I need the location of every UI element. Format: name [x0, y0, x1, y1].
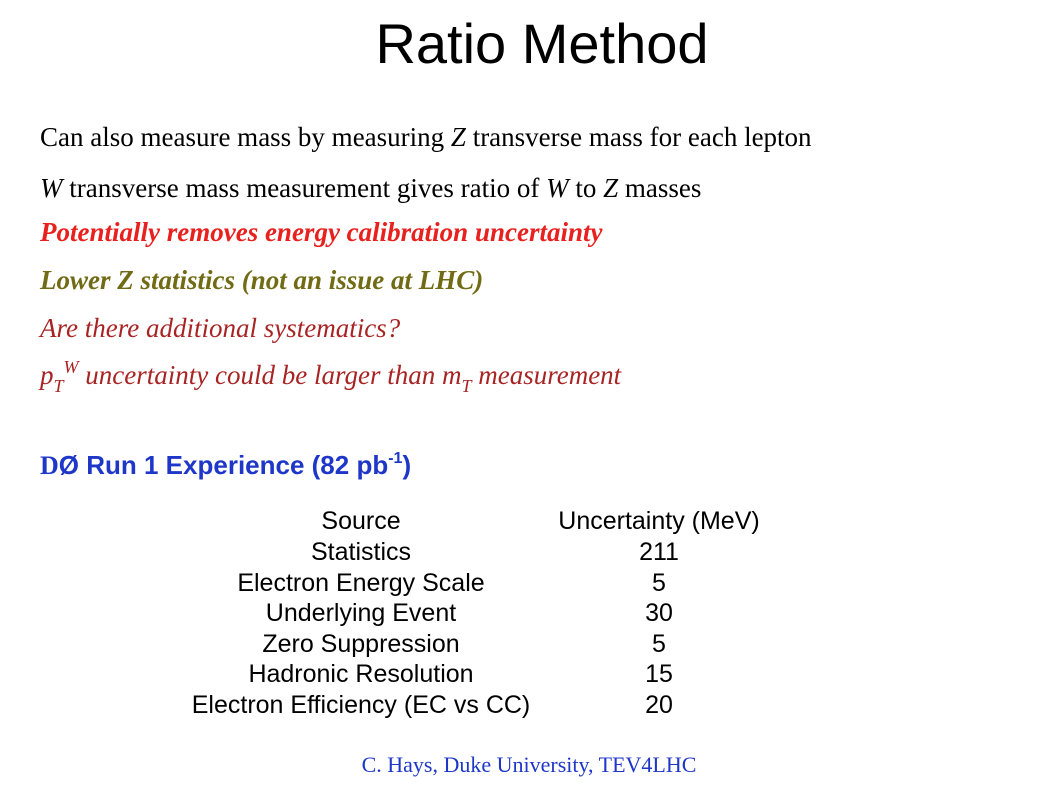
text-fragment: transverse mass measurement gives ratio of	[62, 173, 547, 203]
bullet-removes-calibration: Potentially removes energy calibration uncertainty	[40, 217, 603, 247]
table-cell-uncertainty: 20	[645, 691, 673, 719]
experience-exponent: -1	[388, 450, 403, 467]
table-cell-uncertainty: 30	[645, 599, 673, 627]
text-fragment: transverse mass for each lepton	[465, 122, 812, 152]
text-fragment: masses	[618, 173, 702, 203]
text-fragment: Z	[450, 122, 466, 152]
bullet-w-transverse-mass	[40, 175, 701, 202]
table-cell-uncertainty: 15	[645, 660, 673, 688]
table-cell-uncertainty: 5	[652, 569, 666, 597]
text-fragment: to	[568, 173, 604, 203]
text-fragment: Can also measure mass by measuring	[40, 122, 451, 152]
header-source: Source	[321, 507, 401, 535]
uncertainty-column	[552, 505, 766, 720]
header-uncertainty: Uncertainty (MeV)	[558, 507, 760, 535]
table-cell-source: Statistics	[310, 538, 412, 566]
bullet-additional-systematics: Are there additional systematics?	[40, 313, 401, 343]
text-fragment: p	[40, 360, 54, 390]
text-fragment: Z	[603, 173, 619, 203]
table-cell-uncertainty: 5	[652, 630, 666, 658]
text-fragment: W	[546, 173, 569, 203]
subscript-t: T	[53, 376, 64, 396]
experience-heading	[40, 452, 411, 479]
d-letter: D	[40, 451, 59, 480]
slide-title: Ratio Method	[375, 12, 709, 75]
table-cell-source: Zero Suppression	[262, 630, 460, 658]
bullet-lower-z-statistics: Lower Z statistics (not an issue at LHC)	[40, 265, 484, 295]
table-cell-source: Electron Energy Scale	[237, 569, 485, 597]
table-cell-source: Electron Efficiency (EC vs CC)	[191, 691, 531, 719]
bullet-pt-uncertainty	[40, 357, 622, 396]
footer-credit: C. Hays, Duke University, TEV4LHC	[361, 752, 697, 777]
experience-label: Ø Run 1 Experience (82 pb	[58, 450, 389, 480]
text-fragment: uncertainty could be larger than m	[78, 360, 462, 390]
superscript-w: W	[63, 357, 79, 377]
experience-close: )	[402, 450, 412, 480]
table-cell-source: Hadronic Resolution	[248, 660, 474, 688]
text-fragment: measurement	[471, 360, 622, 390]
subscript-t: T	[461, 376, 472, 396]
table-cell-uncertainty: 211	[639, 538, 679, 566]
table-cell-source: Underlying Event	[265, 599, 457, 627]
source-column	[170, 505, 552, 720]
text-fragment: W	[40, 173, 63, 203]
bullet-z-transverse-mass	[40, 124, 812, 151]
